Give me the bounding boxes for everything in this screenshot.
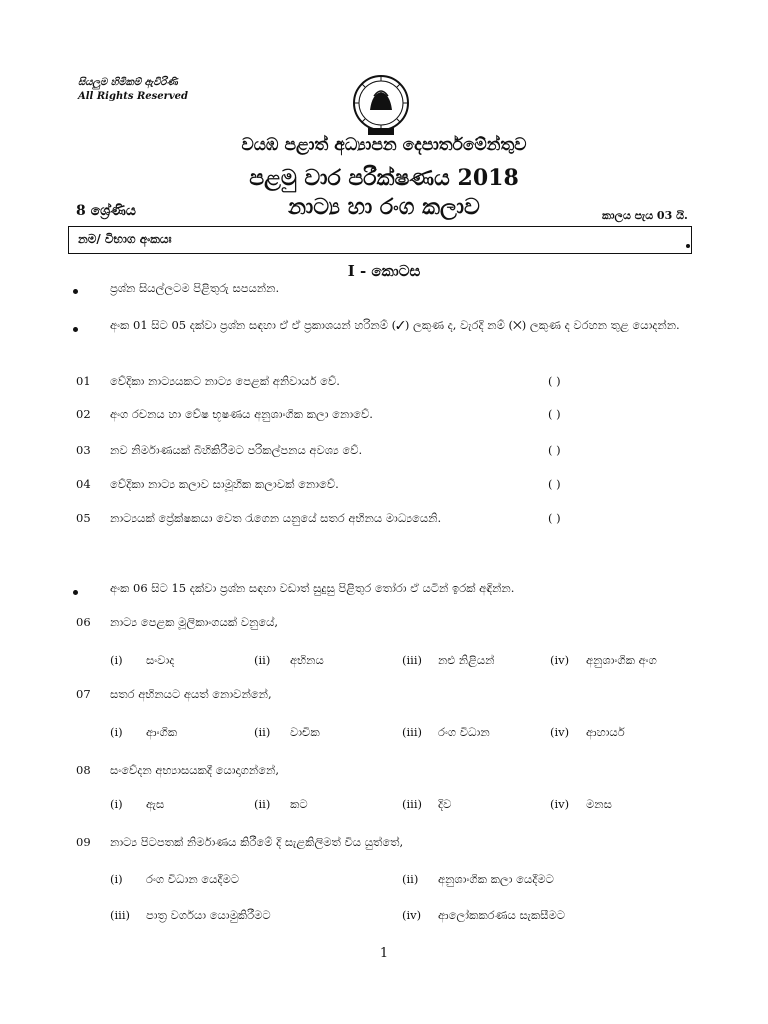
option-text[interactable]: රංග විධාන: [438, 725, 490, 739]
option-key: (iii): [402, 797, 423, 811]
option-key: (ii): [254, 653, 271, 667]
option-key: (i): [110, 872, 123, 886]
section-title: I - කොටස: [347, 262, 421, 280]
option-text[interactable]: පාත්‍ර වර්ගයා යොමුකිරීමට: [146, 908, 271, 922]
option-key: (iv): [402, 908, 422, 922]
name-box-label: නම/ විභාග අංකයඃ: [78, 232, 172, 246]
option-key: (ii): [402, 872, 419, 886]
option-text[interactable]: ආලෝකකරණය සැකසීමට: [438, 908, 566, 922]
option-key: (iv): [550, 653, 570, 667]
question-number: 04: [76, 477, 91, 491]
question-text: නාට්‍ය පිටපතක් නිර්මාණය කිරීමේ දි සැළකිලිමත් විය යුත්තේ,: [110, 835, 404, 849]
question-text: වේදිකා නාට්‍ය කලාව සාමූහික කලාවක් නොවේ.: [110, 477, 339, 491]
question-number: 06: [76, 615, 91, 629]
option-text[interactable]: අභිනය: [290, 653, 324, 667]
subject-title: නාට්‍ය හා රංග කලාව: [288, 194, 480, 220]
option-text[interactable]: කට: [290, 797, 308, 811]
option-key: (iii): [110, 908, 131, 922]
bullet-icon: [73, 590, 78, 595]
instruction-2: අංක 01 සිට 05 දක්වා ප්‍රශ්න සඳහා ඒ ඒ ප්‍රකාශයන් හරිනම් (✓) ලකුණ ද, වැරදි නම් (✕) ලකුණ ද වරහන තුළ යොදන්න.: [110, 318, 680, 332]
answer-parentheses[interactable]: ( ): [548, 443, 561, 457]
option-text[interactable]: ඇස: [146, 797, 165, 811]
exam-title: පළමු වාර පරීක්ෂණය 2018: [249, 165, 519, 191]
question-number: 09: [76, 835, 91, 849]
question-number: 05: [76, 511, 91, 525]
emblem-icon: [348, 72, 414, 138]
option-key: (iii): [402, 653, 423, 667]
option-text[interactable]: සංවාද: [146, 653, 175, 667]
option-text[interactable]: අනුශාංගික කලා යෙදීමට: [438, 872, 554, 886]
option-text[interactable]: නළු නිළියන්: [438, 653, 495, 667]
question-number: 08: [76, 763, 91, 777]
question-number: 01: [76, 374, 91, 388]
option-key: (iv): [550, 797, 570, 811]
question-text: සංවේදන අභ්‍යාසයකදී යොදාගන්නේ,: [110, 763, 280, 777]
option-text[interactable]: ආංගික: [146, 725, 178, 739]
question-text: වේදිකා නාට්‍යයකට නාට්‍ය පෙළක් අනිවාර්ය වේ.: [110, 374, 340, 388]
name-box-dot: [686, 244, 690, 248]
rights-si: සියලුම හිමිකම් ඇවිරිණි: [78, 77, 178, 88]
rights-en: All Rights Reserved: [78, 91, 189, 102]
option-text[interactable]: අනුශාංගික අංග: [586, 653, 657, 667]
question-number: 03: [76, 443, 91, 457]
option-key: (i): [110, 797, 123, 811]
answer-parentheses[interactable]: ( ): [548, 477, 561, 491]
bullet-icon: [73, 289, 78, 294]
question-text: සතර අභිනයට අයත් නොවන්නේ,: [110, 687, 272, 701]
option-key: (ii): [254, 725, 271, 739]
question-text: නාට්‍ය පෙළක මූලිකාංගයක් වනුයේ,: [110, 615, 279, 629]
page-number: 1: [379, 946, 389, 961]
grade-label: 8 ශ්‍රේණිය: [76, 203, 136, 219]
instruction-1: ප්‍රශ්න සියල්ලටම පිළිතුරු සපයන්න.: [110, 281, 280, 295]
duration-label: කාලය පැය 03 යි.: [602, 209, 688, 222]
option-key: (iii): [402, 725, 423, 739]
department-name: වයඹ පළාත් අධ්‍යාපන දෙපාර්තමේන්තුව: [241, 135, 527, 155]
option-text[interactable]: දිව: [438, 797, 452, 811]
option-key: (i): [110, 653, 123, 667]
answer-parentheses[interactable]: ( ): [548, 374, 561, 388]
question-text: අංග රචනය හා වේෂ භූෂණය අනුශාංගික කලා නොවේ.: [110, 407, 373, 421]
answer-parentheses[interactable]: ( ): [548, 511, 561, 525]
option-key: (iv): [550, 725, 570, 739]
question-text: නාට්‍යයක් ප්‍රේක්ෂකයා වෙත රැගෙන යනුයේ සතර අභිනය මාධ්‍යයෙනි.: [110, 511, 442, 525]
rights-notice: [78, 76, 188, 104]
mcq-instruction: අංක 06 සිට 15 දක්වා ප්‍රශ්න සඳහා වඩාත් සුදුසු පිළිතුර තෝරා ඒ යටින් ඉරක් අඳින්න.: [110, 581, 515, 595]
question-number: 07: [76, 687, 91, 701]
option-key: (i): [110, 725, 123, 739]
option-text[interactable]: මනස: [586, 797, 612, 811]
question-text: නව නිර්මාණයක් බිහිකිරීමට පරිකල්පනය අවශ්‍ය වේ.: [110, 443, 363, 457]
answer-parentheses[interactable]: ( ): [548, 407, 561, 421]
question-number: 02: [76, 407, 91, 421]
option-text[interactable]: ආහාර්ය: [586, 725, 625, 739]
option-key: (ii): [254, 797, 271, 811]
option-text[interactable]: රංග විධාන යෙදීමට: [146, 872, 240, 886]
option-text[interactable]: වාචික: [290, 725, 320, 739]
bullet-icon: [73, 327, 78, 332]
